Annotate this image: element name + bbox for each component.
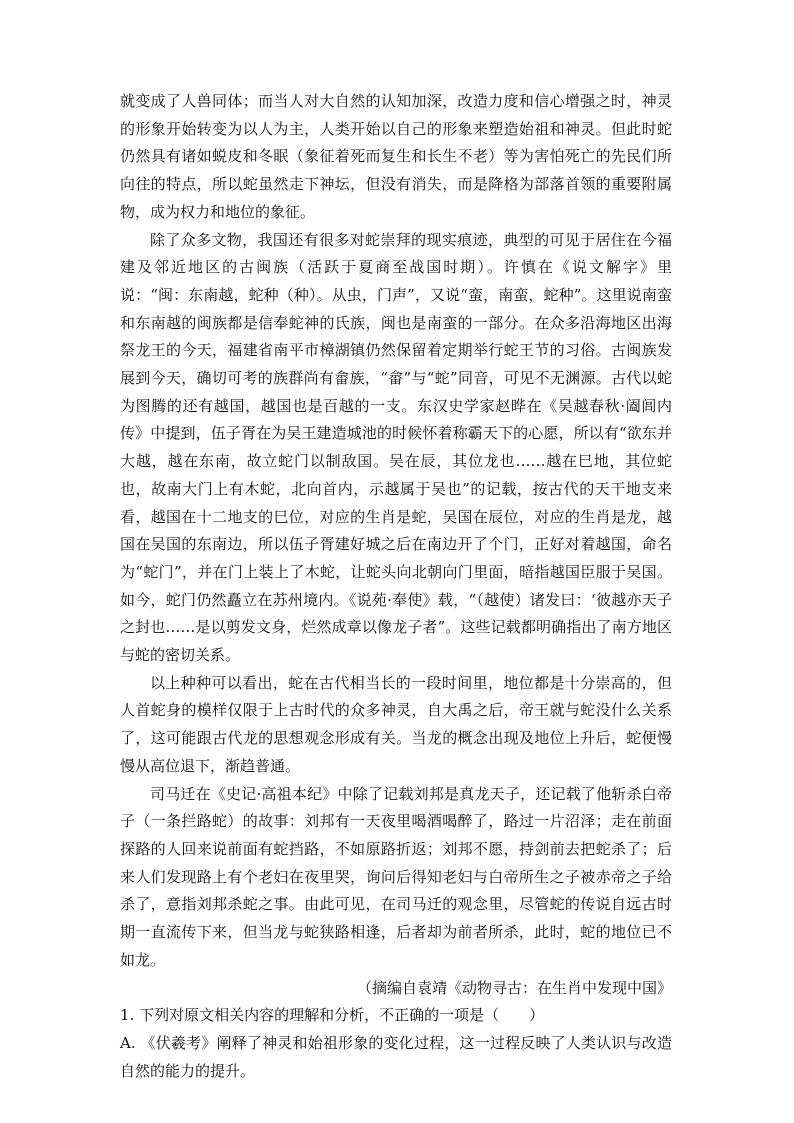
paragraph-3: 以上种种可以看出，蛇在古代相当长的一段时间里，地位都是十分崇高的，但人首蛇身的模样仅限于上古时代的众多神灵，自大禹之后，帝王就与蛇没什么关系了，这可能跟古代龙的思想观念形成有关。当龙的概念出现及地位上升后，蛇便慢慢从高位退下，渐趋普通。 — [120, 673, 672, 775]
paragraph-4: 司马迁在《史记·高祖本纪》中除了记载刘邦是真龙天子，还记载了他斩杀白帝子（一条拦路蛇）的故事：刘邦有一天夜里喝酒喝醉了，路过一片沼泽；走在前面探路的人回来说前面有蛇挡路，不如原路折返；刘邦不愿，持剑前去把蛇杀了；后来人们发现路上有个老妇在夜里哭，询问后得知老妇与白帝所生之子被赤帝之子给杀了，意指刘邦杀蛇之事。由此可见，在司马迁的观念里，尽管蛇的传说自远古时期一直流传下来，但当龙与蛇狭路相逢，后者却为前者所杀，此时，蛇的地位已不如龙。 — [120, 784, 672, 969]
document-page — [120, 88, 672, 1085]
question-1: 1. 下列对原文相关内容的理解和分析，不正确的一项是（ ） — [120, 1006, 545, 1025]
paragraph-1: 就变成了人兽同体；而当人对大自然的认知加深，改造力度和信心增强之时，神灵的形象开始转变为以人为主，人类开始以自己的形象来塑造始祖和神灵。但此时蛇仍然具有诸如蜕皮和冬眠（象征着死而复生和长生不老）等为害怕死亡的先民们所向往的特点，所以蛇虽然走下神坛，但没有消失，而是降格为部落首领的重要附属物，成为权力和地位的象征。 — [120, 92, 672, 221]
source-citation: （摘编自袁靖《动物寻古：在生肖中发现中国》 — [356, 978, 672, 997]
paragraph-2: 除了众多文物，我国还有很多对蛇崇拜的现实痕迹，典型的可见于居住在今福建及邻近地区的古闽族（活跃于夏商至战国时期）。许慎在《说文解字》里说：“闽：东南越，蛇种（种）。从虫，门声”，又说“蛮，南蛮，蛇种”。这里说南蛮和东南越的闽族都是信奉蛇神的氏族，闽也是南蛮的一部分。在众多沿海地区出海祭龙王的今天，福建省南平市樟湖镇仍然保留着定期举行蛇王节的习俗。古闽族发展到今天，确切可考的族群尚有畲族，“畲”与“蛇”同音，可见不无渊源。古代以蛇为图腾的还有越国，越国也是百越的一支。东汉史学家赵晔在《吴越春秋·阖闾内传》中提到，伍子胥在为吴王建造城池的时候怀着称霸天下的心愿，所以有“欲东并大越，越在东南，故立蛇门以制敌国。吴在辰，其位龙也……越在巳地，其位蛇也，故南大门上有木蛇，北向首内，示越属于吴也”的记载，按古代的天干地支来看，越国在十二地支的巳位，对应的生肖是蛇，吴国在辰位，对应的生肖是龙，越国在吴国的东南边，所以伍子胥建好城之后在南边开了个门，正好对着越国，命名为“蛇门”，并在门上装上了木蛇，让蛇头向北朝向门里面，暗指越国臣服于吴国。如今，蛇门仍然矗立在苏州境内。《说苑·奉使》载，“（越使）诸发曰：‘彼越亦天子之封也……是以剪发文身，烂然成章以像龙子者”。这些记载都明确指出了南方地区与蛇的密切关系。 — [120, 230, 672, 665]
option-a: A. 《伏羲考》阐释了神灵和始祖形象的变化过程，这一过程反映了人类认识与改造自然的能力的提升。 — [120, 1033, 672, 1080]
